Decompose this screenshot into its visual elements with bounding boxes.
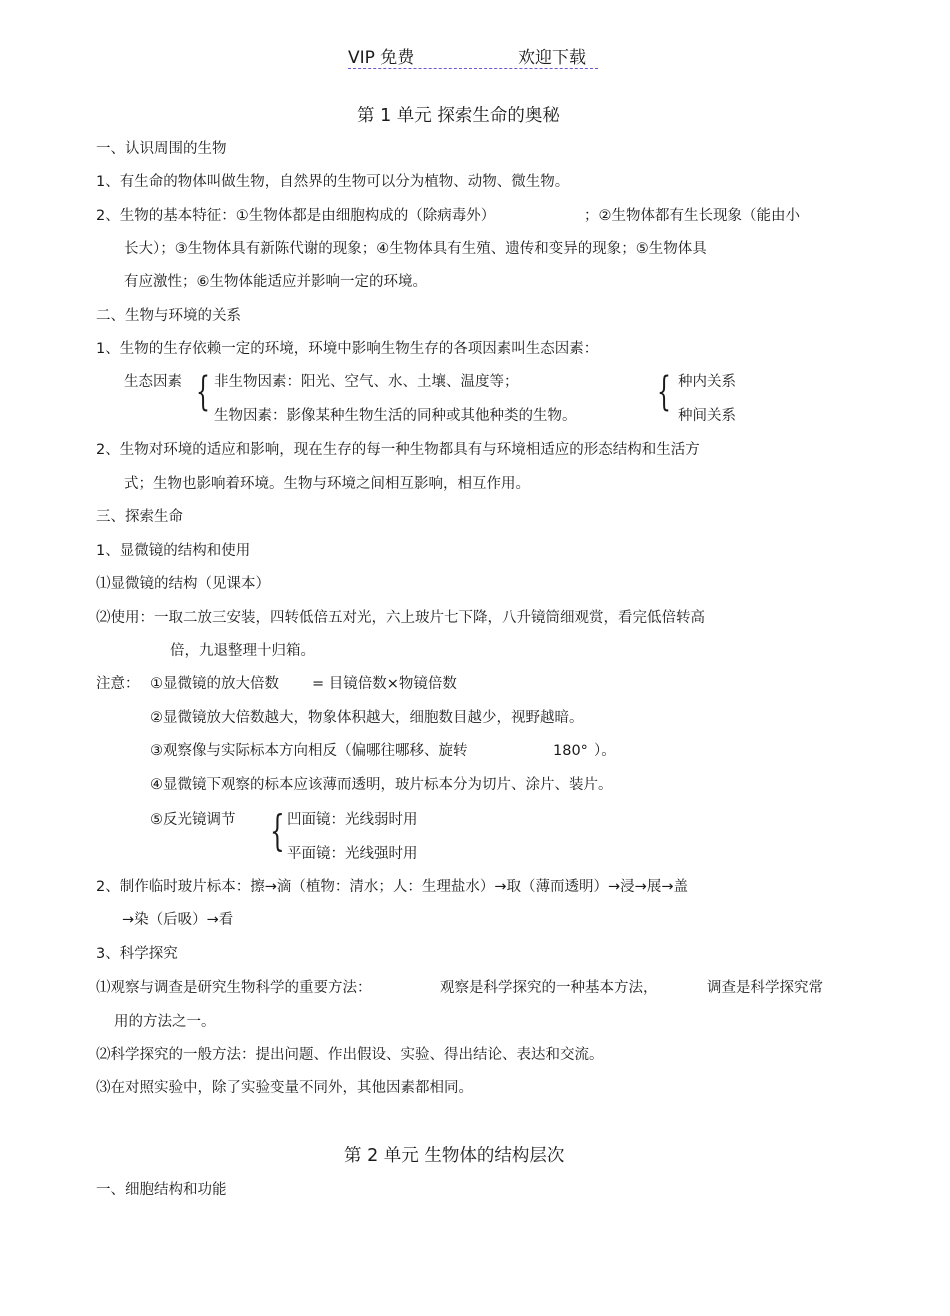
slide-prep-b: →染（后吸）→看 (122, 912, 234, 928)
section2-heading: 二、生物与环境的关系 (96, 308, 241, 324)
eco-factor-label: 生态因素 (124, 374, 182, 390)
concave-mirror: 凹面镜：光线弱时用 (287, 812, 418, 828)
inquiry1d: 用的方法之一。 (114, 1014, 216, 1030)
section1-para1: 1、有生命的物体叫做生物，自然界的生物可以分为植物、动物、微生物。 (96, 174, 570, 190)
note3b: 180° (553, 743, 588, 759)
science-inquiry-heading: 3、科学探究 (96, 946, 178, 962)
section1-heading: 一、认识周围的生物 (96, 141, 227, 157)
section1-para2c: 长大）；③生物体具有新陈代谢的现象；④生物体具有生殖、遗传和变异的现象；⑤生物体具 (124, 241, 707, 257)
note4: ④显微镜下观察的标本应该薄而透明，玻片标本分为切片、涂片、装片。 (150, 777, 613, 793)
header-right: 欢迎下载 (518, 48, 586, 68)
microscope-usage-a: ⑵使用：一取二放三安装，四转低倍五对光，六上玻片七下降，八升镜筒细观赏，看完低倍转高 (96, 610, 705, 626)
unit2-section1-heading: 一、细胞结构和功能 (96, 1182, 227, 1198)
microscope-usage-b: 倍，九退整理十归箱。 (170, 643, 315, 659)
left-brace-icon: { (196, 369, 210, 415)
section1-para2d: 有应激性；⑥生物体能适应并影响一定的环境。 (124, 274, 427, 290)
inquiry1a: ⑴观察与调查是研究生物科学的重要方法： (96, 980, 372, 996)
left-brace-icon: { (270, 806, 285, 855)
unit2-title: 第 2 单元 生物体的结构层次 (344, 1146, 565, 1166)
note3c: ）。 (594, 743, 616, 759)
note2: ②显微镜放大倍数越大，物象体积越大，细胞数目越少，视野越暗。 (150, 710, 584, 726)
slide-prep-a: 2、制作临时玻片标本：擦→滴（植物：清水；人：生理盐水）→取（薄而透明）→浸→展→盖 (96, 879, 688, 895)
section1-para2a: 2、生物的基本特征：①生物体都是由细胞构成的（除病毒外） (96, 208, 496, 224)
interspecific-relation: 种间关系 (678, 408, 736, 424)
header-dashed-underline (348, 68, 598, 69)
unit1-title: 第 1 单元 探索生命的奥秘 (357, 106, 560, 126)
inquiry2: ⑵科学探究的一般方法：提出问题、作出假设、实验、得出结论、表达和交流。 (96, 1047, 604, 1063)
page-header (348, 46, 586, 70)
biotic-factor: 生物因素：影像某种生物生活的同种或其他种类的生物。 (214, 408, 577, 424)
section3-heading: 三、探索生命 (96, 509, 183, 525)
intraspecific-relation: 种内关系 (678, 374, 736, 390)
note-label: 注意： (96, 676, 140, 692)
note1b: = 目镜倍数×物镜倍数 (312, 676, 457, 692)
section1-para2b: ；②生物体都有生长现象（能由小 (584, 208, 800, 224)
section2-para2b: 式；生物也影响着环境。生物与环境之间相互影响，相互作用。 (124, 476, 530, 492)
inquiry1c: 调查是科学探究常 (707, 980, 823, 996)
microscope-structure: ⑴显微镜的结构（见课本） (96, 576, 270, 592)
microscope-heading: 1、显微镜的结构和使用 (96, 543, 251, 559)
inquiry1b: 观察是科学探究的一种基本方法， (440, 980, 658, 996)
section2-para2a: 2、生物对环境的适应和影响，现在生存的每一种生物都具有与环境相适应的形态结构和生活方 (96, 442, 700, 458)
note3a: ③观察像与实际标本方向相反（偏哪往哪移、旋转 (150, 743, 468, 759)
abiotic-factor: 非生物因素：阳光、空气、水、土壤、温度等； (214, 374, 519, 390)
note1a: ①显微镜的放大倍数 (150, 676, 279, 692)
note5: ⑤反光镜调节 (150, 812, 236, 828)
left-brace-icon: { (657, 369, 671, 415)
flat-mirror: 平面镜：光线强时用 (287, 846, 418, 862)
inquiry3: ⑶在对照实验中，除了实验变量不同外，其他因素都相同。 (96, 1080, 473, 1096)
header-left: VIP 免费 (348, 48, 415, 68)
section2-para1: 1、生物的生存依赖一定的环境，环境中影响生物生存的各项因素叫生态因素： (96, 341, 599, 357)
